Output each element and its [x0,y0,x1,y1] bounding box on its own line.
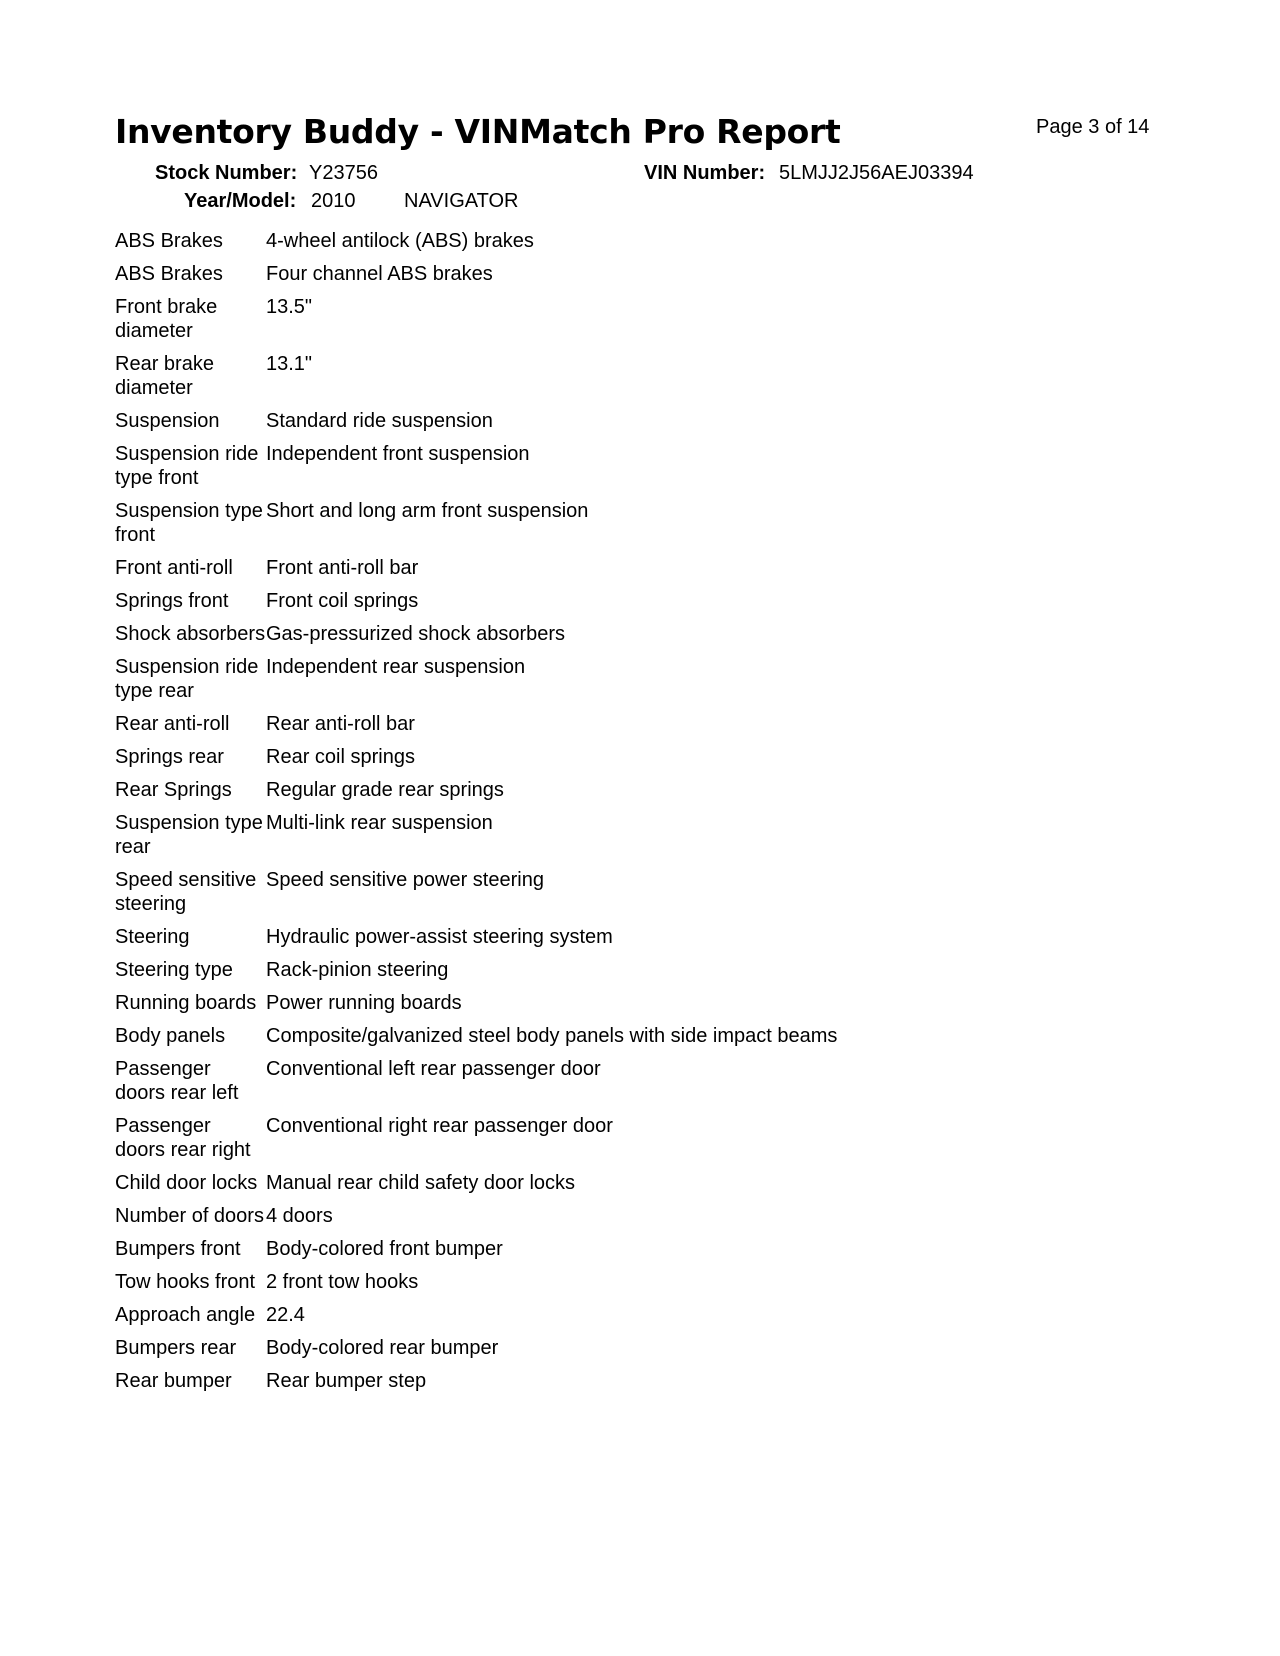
spec-label: Springs front [115,590,229,612]
spec-label: Steering type [115,959,233,981]
stock-number-value: Y23756 [309,162,378,184]
spec-row [115,1057,1115,1114]
spec-label: Tow hooks front [115,1271,256,1293]
spec-label: Springs rear [115,746,224,768]
year-model-label: Year/Model: [184,190,297,212]
year-value: 2010 [311,190,356,212]
spec-value: Independent rear suspension [266,656,526,678]
report-title: Inventory Buddy - VINMatch Pro Report [115,112,841,151]
spec-row [115,352,1115,409]
spec-label: Bumpers front [115,1238,241,1260]
spec-label: Number of doors [115,1205,264,1227]
spec-label: Suspension ride type front [115,443,259,489]
spec-value: 13.5" [266,296,313,318]
spec-label: Body panels [115,1025,226,1047]
spec-label: Steering [115,926,190,948]
spec-value: 2 front tow hooks [266,1271,419,1293]
spec-row [115,991,1115,1024]
spec-label: Child door locks [115,1172,258,1194]
spec-label: Passenger doors rear right [115,1115,251,1161]
spec-value: Multi-link rear suspension [266,812,493,834]
spec-label: Rear Springs [115,779,232,801]
spec-row [115,655,1115,712]
spec-label: Rear bumper [115,1370,232,1392]
spec-row [115,1303,1115,1336]
spec-label: Shock absorbers [115,623,266,645]
spec-row [115,622,1115,655]
spec-row [115,295,1115,352]
spec-value: Standard ride suspension [266,410,493,432]
spec-row [115,1270,1115,1303]
spec-row [115,778,1115,811]
spec-row [115,499,1115,556]
spec-value: Front anti-roll bar [266,557,419,579]
spec-label: Rear brake diameter [115,353,214,399]
model-value: NAVIGATOR [404,190,519,212]
spec-row [115,229,1115,262]
spec-value: Four channel ABS brakes [266,263,493,285]
spec-row [115,1336,1115,1369]
spec-row [115,1024,1115,1057]
specs-table-body [115,229,1115,1402]
page-number: Page 3 of 14 [1036,116,1150,138]
spec-value: Hydraulic power-assist steering system [266,926,613,948]
spec-label: Front brake diameter [115,296,218,342]
stock-number-label: Stock Number: [155,162,298,184]
spec-value: Composite/galvanized steel body panels with side impact beams [266,1025,838,1047]
spec-row [115,262,1115,295]
spec-label: Suspension type rear [115,812,263,858]
spec-row [115,1204,1115,1237]
spec-value: Short and long arm front suspension [266,500,589,522]
spec-value: Rear coil springs [266,746,415,768]
spec-label: Running boards [115,992,257,1014]
spec-value: Body-colored front bumper [266,1238,503,1260]
spec-value: 13.1" [266,353,313,375]
spec-label: ABS Brakes [115,263,223,285]
spec-value: Rear anti-roll bar [266,713,415,735]
spec-value: 4-wheel antilock (ABS) brakes [266,230,534,252]
spec-value: Speed sensitive power steering [266,869,544,891]
spec-row [115,1114,1115,1171]
spec-label: Passenger doors rear left [115,1058,239,1104]
spec-row [115,442,1115,499]
spec-label: Speed sensitive steering [115,869,257,915]
spec-row [115,589,1115,622]
spec-label: Front anti-roll [115,557,233,579]
spec-value: Rack-pinion steering [266,959,449,981]
spec-row [115,811,1115,868]
spec-value: Gas-pressurized shock absorbers [266,623,566,645]
vin-number-value: 5LMJJ2J56AEJ03394 [779,162,974,184]
spec-value: Manual rear child safety door locks [266,1172,576,1194]
spec-value: Rear bumper step [266,1370,427,1392]
spec-row [115,1237,1115,1270]
spec-value: 22.4 [266,1304,305,1326]
spec-row [115,925,1115,958]
spec-row [115,556,1115,589]
specs-table [115,229,1115,1402]
spec-row [115,745,1115,778]
vin-number-label: VIN Number: [644,162,766,184]
spec-row [115,409,1115,442]
spec-label: Suspension [115,410,220,432]
spec-label: ABS Brakes [115,230,223,252]
spec-value: 4 doors [266,1205,333,1227]
spec-label: Suspension type front [115,500,263,546]
spec-row [115,1369,1115,1402]
spec-value: Independent front suspension [266,443,530,465]
spec-row [115,712,1115,745]
spec-row [115,1171,1115,1204]
spec-value: Conventional right rear passenger door [266,1115,613,1137]
spec-value: Conventional left rear passenger door [266,1058,601,1080]
spec-value: Front coil springs [266,590,419,612]
spec-row [115,868,1115,925]
spec-label: Bumpers rear [115,1337,237,1359]
spec-label: Rear anti-roll [115,713,230,735]
spec-row [115,958,1115,991]
spec-value: Power running boards [266,992,462,1014]
spec-label: Approach angle [115,1304,256,1326]
spec-label: Suspension ride type rear [115,656,259,702]
spec-value: Regular grade rear springs [266,779,504,801]
spec-value: Body-colored rear bumper [266,1337,499,1359]
